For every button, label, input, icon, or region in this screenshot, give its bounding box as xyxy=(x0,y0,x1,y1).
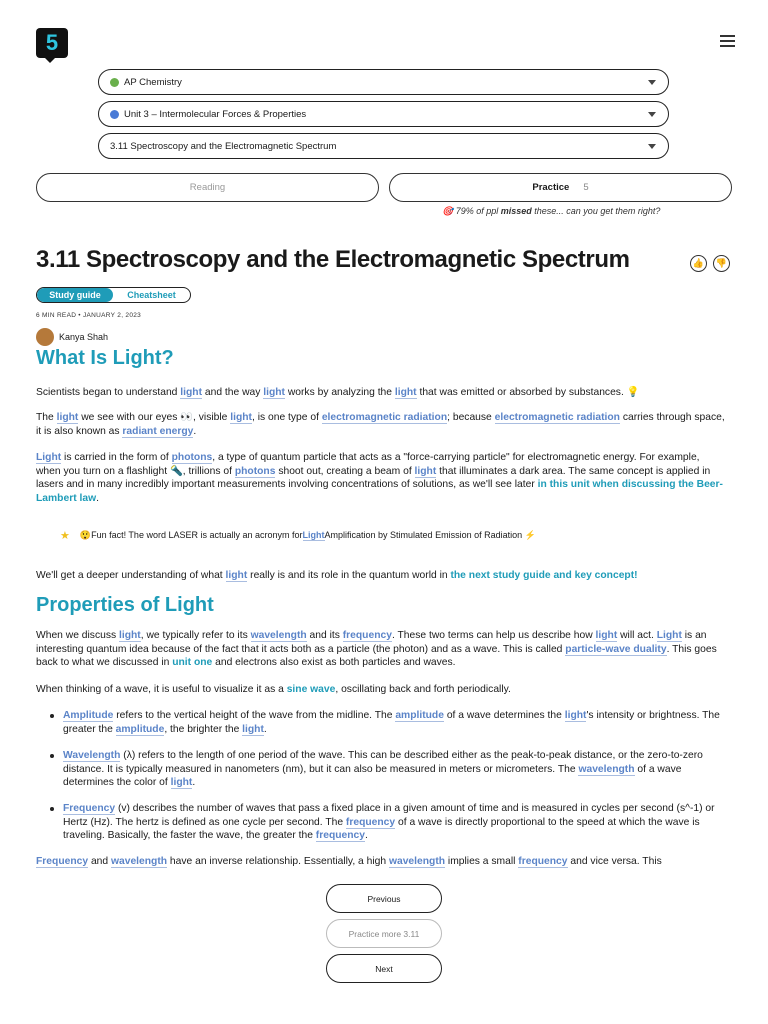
keyword-link[interactable]: Light xyxy=(302,530,325,540)
keyword-link[interactable]: Frequency xyxy=(63,803,116,814)
keyword-link[interactable]: Wavelength xyxy=(63,750,121,761)
keyword-link[interactable]: light xyxy=(595,630,618,641)
paragraph: Scientists began to understand light and the way light works by analyzing the light that was emitted or absorbed by substances. 💡 xyxy=(36,387,640,398)
hamburger-menu-icon[interactable] xyxy=(720,35,735,47)
star-icon: ★ xyxy=(60,530,70,542)
missed-note: 🎯 79% of ppl missed these... can you get them right? xyxy=(442,206,661,216)
chevron-down-icon xyxy=(648,112,656,117)
chevron-down-icon xyxy=(648,144,656,149)
inline-link[interactable]: unit one xyxy=(172,657,213,668)
keyword-link[interactable]: light xyxy=(170,777,193,788)
practice-more-button[interactable] xyxy=(326,919,442,948)
unit-select-label: Unit 3 – Intermolecular Forces & Properties xyxy=(124,108,307,120)
avatar xyxy=(36,328,54,346)
previous-button[interactable] xyxy=(326,884,442,913)
practice-tab[interactable] xyxy=(389,173,732,202)
article-meta: 6 MIN READ • JANUARY 2, 2023 xyxy=(36,312,142,319)
keyword-link[interactable]: wavelength xyxy=(250,630,307,641)
keyword-link[interactable]: frequency xyxy=(315,830,366,841)
next-button[interactable] xyxy=(326,954,442,983)
keyword-link[interactable]: photons xyxy=(171,452,213,463)
list-item: Frequency (v) describes the number of waves that pass a fixed place in a given amount of time and is measured in cycles per second (s^-1) or Hertz (Hz). The hertz is defined as one cycle per second. The frequency of a wave is directly proportional to the speed at which the wave is traveling. Basically, the faster the wave, the greater the frequency. xyxy=(63,802,723,843)
practice-count: 5 xyxy=(583,182,589,193)
keyword-link[interactable]: electromagnetic radiation xyxy=(494,412,620,423)
keyword-link[interactable]: frequency xyxy=(345,816,396,828)
fun-fact: ★ 😲Fun fact! The word LASER is actually an acronym for Light Amplification by Stimulated Emission of Radiation ⚡ xyxy=(60,530,536,542)
unit-select[interactable] xyxy=(98,101,669,127)
keyword-link[interactable]: light xyxy=(263,387,285,398)
keyword-link[interactable]: light xyxy=(564,710,587,721)
keyword-link[interactable]: light xyxy=(242,723,264,735)
topic-select[interactable] xyxy=(98,133,669,159)
keyword-link[interactable]: wavelength xyxy=(388,856,446,867)
keyword-link[interactable]: light xyxy=(56,412,79,423)
study-guide-tab[interactable]: Study guide xyxy=(37,288,113,302)
keyword-link[interactable]: wavelength xyxy=(110,856,168,867)
keyword-link[interactable]: photons xyxy=(234,465,276,477)
keyword-link[interactable]: amplitude xyxy=(395,710,444,721)
reading-tab-label: Reading xyxy=(189,182,226,193)
keyword-link[interactable]: frequency xyxy=(518,856,568,867)
keyword-link[interactable]: Light xyxy=(36,452,62,463)
keyword-link[interactable]: light xyxy=(394,387,417,398)
paragraph: When thinking of a wave, it is useful to visualize it as a sine wave, oscillating back and forth periodically. xyxy=(36,684,511,695)
keyword-link[interactable]: light xyxy=(414,465,437,477)
heading-properties-of-light: Properties of Light xyxy=(36,594,214,616)
heading-what-is-light: What Is Light? xyxy=(36,347,174,369)
author-name: Kanya Shah xyxy=(59,332,109,342)
guide-tabs xyxy=(36,287,191,303)
practice-tab-label: Practice xyxy=(532,182,570,193)
list-item: Wavelength (λ) refers to the length of one period of the wave. This can be described either as the peak-to-peak distance, or the zero-to-zero distance. It is typically measured in nanometers (nm), but it can also be measured in meters or micrometers. The wavelength of a wave determines the color of light. xyxy=(63,749,723,790)
keyword-link[interactable]: Amplitude xyxy=(63,710,114,721)
paragraph: When we discuss light, we typically refer to its wavelength and its frequency. These two terms can help us describe how light will act. Light is an interesting quantum idea because of the fact that it acts both as a particle (the photon) and as a wave. This is called particle-wave duality. This goes back to what we discussed in unit one and electrons also exist as both particles and waves. xyxy=(36,630,717,668)
keyword-link[interactable]: particle-wave duality xyxy=(565,643,667,655)
unit-icon xyxy=(110,110,119,119)
inline-link[interactable]: in this unit when discussing the Beer-Lambert law xyxy=(36,479,723,504)
next-label: Next xyxy=(375,963,393,974)
previous-label: Previous xyxy=(367,893,401,904)
page-title: 3.11 Spectroscopy and the Electromagnetic Spectrum xyxy=(36,246,630,273)
keyword-link[interactable]: Frequency xyxy=(36,856,89,867)
inline-link[interactable]: the next study guide and key concept! xyxy=(450,570,638,581)
list-item: Amplitude refers to the vertical height of the wave from the midline. The amplitude of a wave determines the light's intensity or brightness. The greater the amplitude, the brighter the light. xyxy=(63,709,723,736)
keyword-link[interactable]: light xyxy=(180,387,202,398)
thumbs-down-icon[interactable]: 👎 xyxy=(713,255,730,272)
keyword-link[interactable]: amplitude xyxy=(115,723,165,735)
reading-tab[interactable] xyxy=(36,173,379,202)
keyword-link[interactable]: wavelength xyxy=(578,763,635,775)
keyword-link[interactable]: Light xyxy=(656,630,682,641)
subject-select-label: AP Chemistry xyxy=(124,76,182,88)
paragraph: Light is carried in the form of photons, a type of quantum particle that acts as a "force-carrying particle" for electromagnetic energy. For example, when you turn on a flashlight 🔦, trillions of photons shoot out, creating a beam of light that illuminates a dark area. The same concept is applied in lasers and in many incredibly important measurements involving concentrations of solutions, as we'll see later in this unit when discussing the Beer-Lambert law. xyxy=(36,452,723,504)
paragraph: Frequency and wavelength have an inverse relationship. Essentially, a high wavelength implies a small frequency and vice versa. This xyxy=(36,856,662,867)
author[interactable] xyxy=(36,328,108,346)
keyword-link[interactable]: electromagnetic radiation xyxy=(321,412,448,423)
keyword-link[interactable]: light xyxy=(118,630,141,641)
inline-link[interactable]: sine wave xyxy=(286,684,336,695)
practice-more-label: Practice more 3.11 xyxy=(348,928,420,939)
chemistry-icon xyxy=(110,78,119,87)
topic-select-label: 3.11 Spectroscopy and the Electromagnetic Spectrum xyxy=(110,140,337,152)
keyword-link[interactable]: light xyxy=(230,412,252,423)
paragraph: We'll get a deeper understanding of what light really is and its role in the quantum world in the next study guide and key concept! xyxy=(36,570,638,581)
keyword-link[interactable]: radiant energy xyxy=(122,425,194,437)
subject-select[interactable] xyxy=(98,69,669,95)
paragraph: The light we see with our eyes 👀, visible light, is one type of electromagnetic radiation; because electromagnetic radiation carries through space, it is also known as radiant energy. xyxy=(36,412,725,437)
fiveable-logo[interactable]: 5 xyxy=(36,28,68,58)
cheatsheet-tab[interactable]: Cheatsheet xyxy=(127,290,176,300)
thumbs-up-icon[interactable]: 👍 xyxy=(690,255,707,272)
keyword-link[interactable]: frequency xyxy=(342,630,392,641)
keyword-link[interactable]: light xyxy=(225,570,248,581)
chevron-down-icon xyxy=(648,80,656,85)
